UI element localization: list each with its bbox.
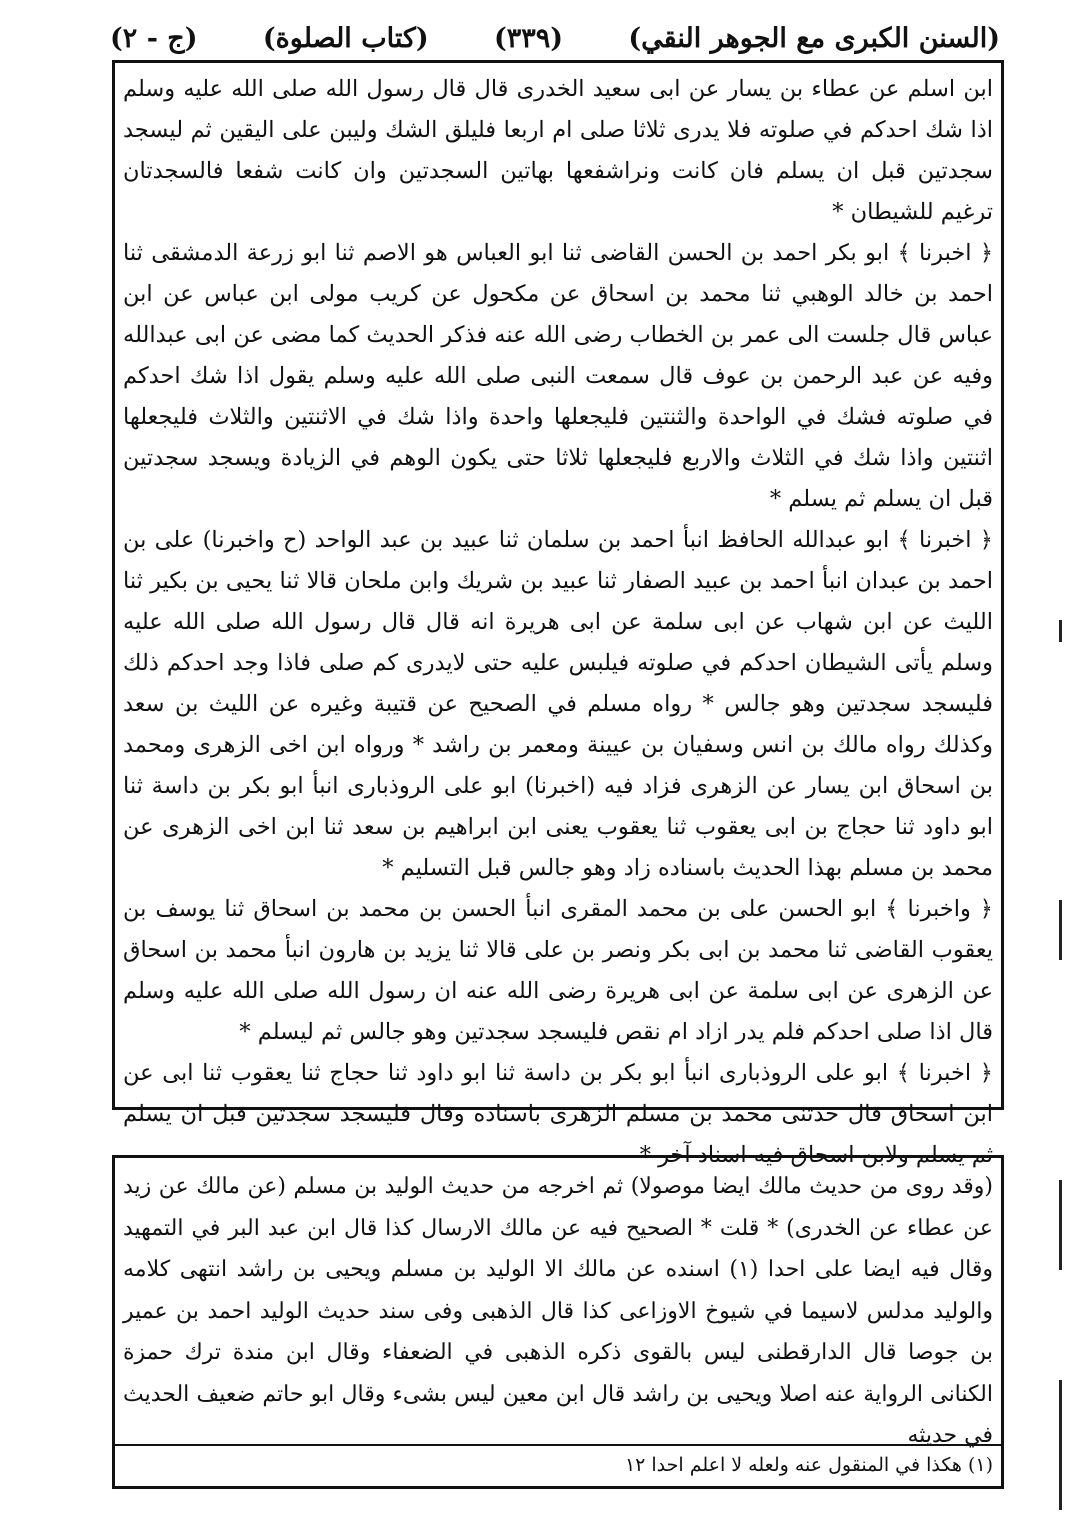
hadith-paragraph: ﴿ اخبرنا ﴾ ابو بكر احمد بن الحسن القاضى ثنا ابو العباس هو الاصم ثنا ابو زرعة الدمشقى ثنا احمد بن خالد الوهبي ثنا محمد بن اسحاق عن مكحول عن كريب مولى ابن عباس عن ابن عباس قال جلست الى عمر بن الخطاب رضى الله عنه فذكر الحديث كما مضى عن ابى عبدالله وفيه عن عبد الرحمن بن عوف قال سمعت النبى صلى الله عليه وسلم يقول اذا شك احدكم في صلوته فشك في الواحدة والثنتين فليجعلها واحدة واذا شك في الاثنتين والثلاث فليجعلها اثنتين واذا شك في الثلاث والاربع فليجعلها ثلاثا حتى يكون الوهم في الزيادة ويسجد سجدتين قبل ان يسلم ثم يسلم *	[123, 240, 993, 512]
hadith-paragraph: ابن اسلم عن عطاء بن يسار عن ابى سعيد الخدرى قال قال رسول الله صلى الله عليه وسلم اذا شك احدكم في صلوته فلا يدرى ثلاثا صلى ام اربعا فليلق الشك وليبن على اليقين ثم ليسجد سجدتين قبل ان يسلم فان كانت ونراشفعها بهاتين السجدتين وان كانت شفعا فالسجدتان ترغيم للشيطان *	[123, 76, 993, 225]
commentary-paragraph: (وقد روى من حديث مالك ايضا موصولا) ثم اخرجه من حديث الوليد بن مسلم (عن مالك عن زيد عن عطاء عن الخدرى) * قلت * الصحيح فيه عن مالك الارسال كذا قال ابن عبد البر في التمهيد وقال فيه ايضا على احدا (١) اسنده عن مالك الا الوليد بن مسلم ويحيى بن راشد انتهى كلامه والوليد مدلس لاسيما في شيوخ الاوزاعى كذا قال الذهبى وفى سند حديث الوليد احمد بن عمير بن جوصا قال الدارقطنى ليس بالقوى ذكره الذهبى في الضعفاء وقال ابن مندة ترك حمزة الكنانى الرواية عنه اصلا ويحيى بن راشد قال ابن معين ليس بشىء وقال ابو حاتم ضعيف الحديث في حديثه	[123, 1174, 993, 1448]
hadith-paragraph: ﴿ اخبرنا ﴾ ابو على الروذبارى انبأ ابو بكر بن داسة ثنا ابو داود ثنا حجاج ثنا يعقوب ثنا ابى عن ابن اسحاق قال حدثنى محمد بن مسلم الزهرى باسناده وقال فليسجد سجدتين قبل ان يسلم ثم يسلم ولابن اسحاق فيه اسناد آخر *	[123, 1060, 993, 1168]
page-header	[110, 14, 1000, 62]
scan-edge-mark	[1059, 620, 1062, 642]
commentary-frame	[112, 1155, 1004, 1448]
page-number: (٣٣٩)	[493, 22, 564, 54]
main-text-frame	[112, 60, 1004, 1168]
volume-number: (ج - ٢)	[110, 22, 198, 54]
scan-edge-mark	[1059, 900, 1062, 960]
hadith-paragraph: ﴿ واخبرنا ﴾ ابو الحسن على بن محمد المقرى انبأ الحسن بن محمد بن اسحاق ثنا يوسف بن يعقوب القاضى ثنا محمد بن ابى بكر ونصر بن على قالا ثنا يزيد بن هارون انبأ محمد بن اسحاق عن الزهرى عن ابى سلمة عن ابى هريرة رضى الله عنه ان رسول الله صلى الله عليه وسلم قال اذا صلى احدكم فلم يدر ازاد ام نقص فليسجد سجدتين وهو جالس ثم ليسلم *	[123, 896, 993, 1045]
scan-edge-mark	[1059, 1380, 1062, 1510]
scan-edge-mark	[1059, 1180, 1062, 1270]
chapter-title: (كتاب الصلوة)	[262, 22, 429, 54]
commentary-text	[123, 1166, 993, 1457]
footnote-text	[123, 1448, 993, 1482]
section-divider	[112, 1107, 1004, 1155]
footnote: (١) هكذا في المنقول عنه ولعله لا اعلم احدا ١٢	[624, 1454, 993, 1476]
book-title: (السنن الكبرى مع الجوهر النقي)	[628, 22, 1000, 54]
footnote-frame	[112, 1444, 1004, 1489]
main-text	[123, 69, 993, 1176]
hadith-paragraph: ﴿ اخبرنا ﴾ ابو عبدالله الحافظ انبأ احمد بن سلمان ثنا عبيد بن عبد الواحد (ح واخبرنا) على بن احمد بن عبدان انبأ احمد بن عبيد الصفار ثنا عبيد بن شريك وابن ملحان قالا ثنا يحيى بن بكير ثنا الليث عن ابن شهاب عن ابى سلمة عن ابى هريرة انه قال قال رسول الله صلى الله عليه وسلم يأتى الشيطان احدكم في صلوته فيلبس عليه حتى لايدرى كم صلى فاذا وجد احدكم ذلك فليسجد سجدتين وهو جالس * رواه مسلم في الصحيح عن قتيبة وغيره عن الليث بن سعد وكذلك رواه مالك بن انس وسفيان بن عيينة ومعمر بن راشد * ورواه ابن اخى الزهرى ومحمد بن اسحاق ابن يسار عن الزهرى فزاد فيه (اخبرنا) ابو على الروذبارى انبأ ابو بكر بن داسة ثنا ابو داود ثنا حجاج بن ابى يعقوب ثنا يعقوب يعنى ابن ابراهيم بن سعد ثنا ابن اخى الزهرى عن محمد بن مسلم بهذا الحديث باسناده زاد وهو جالس قبل التسليم *	[123, 527, 993, 881]
